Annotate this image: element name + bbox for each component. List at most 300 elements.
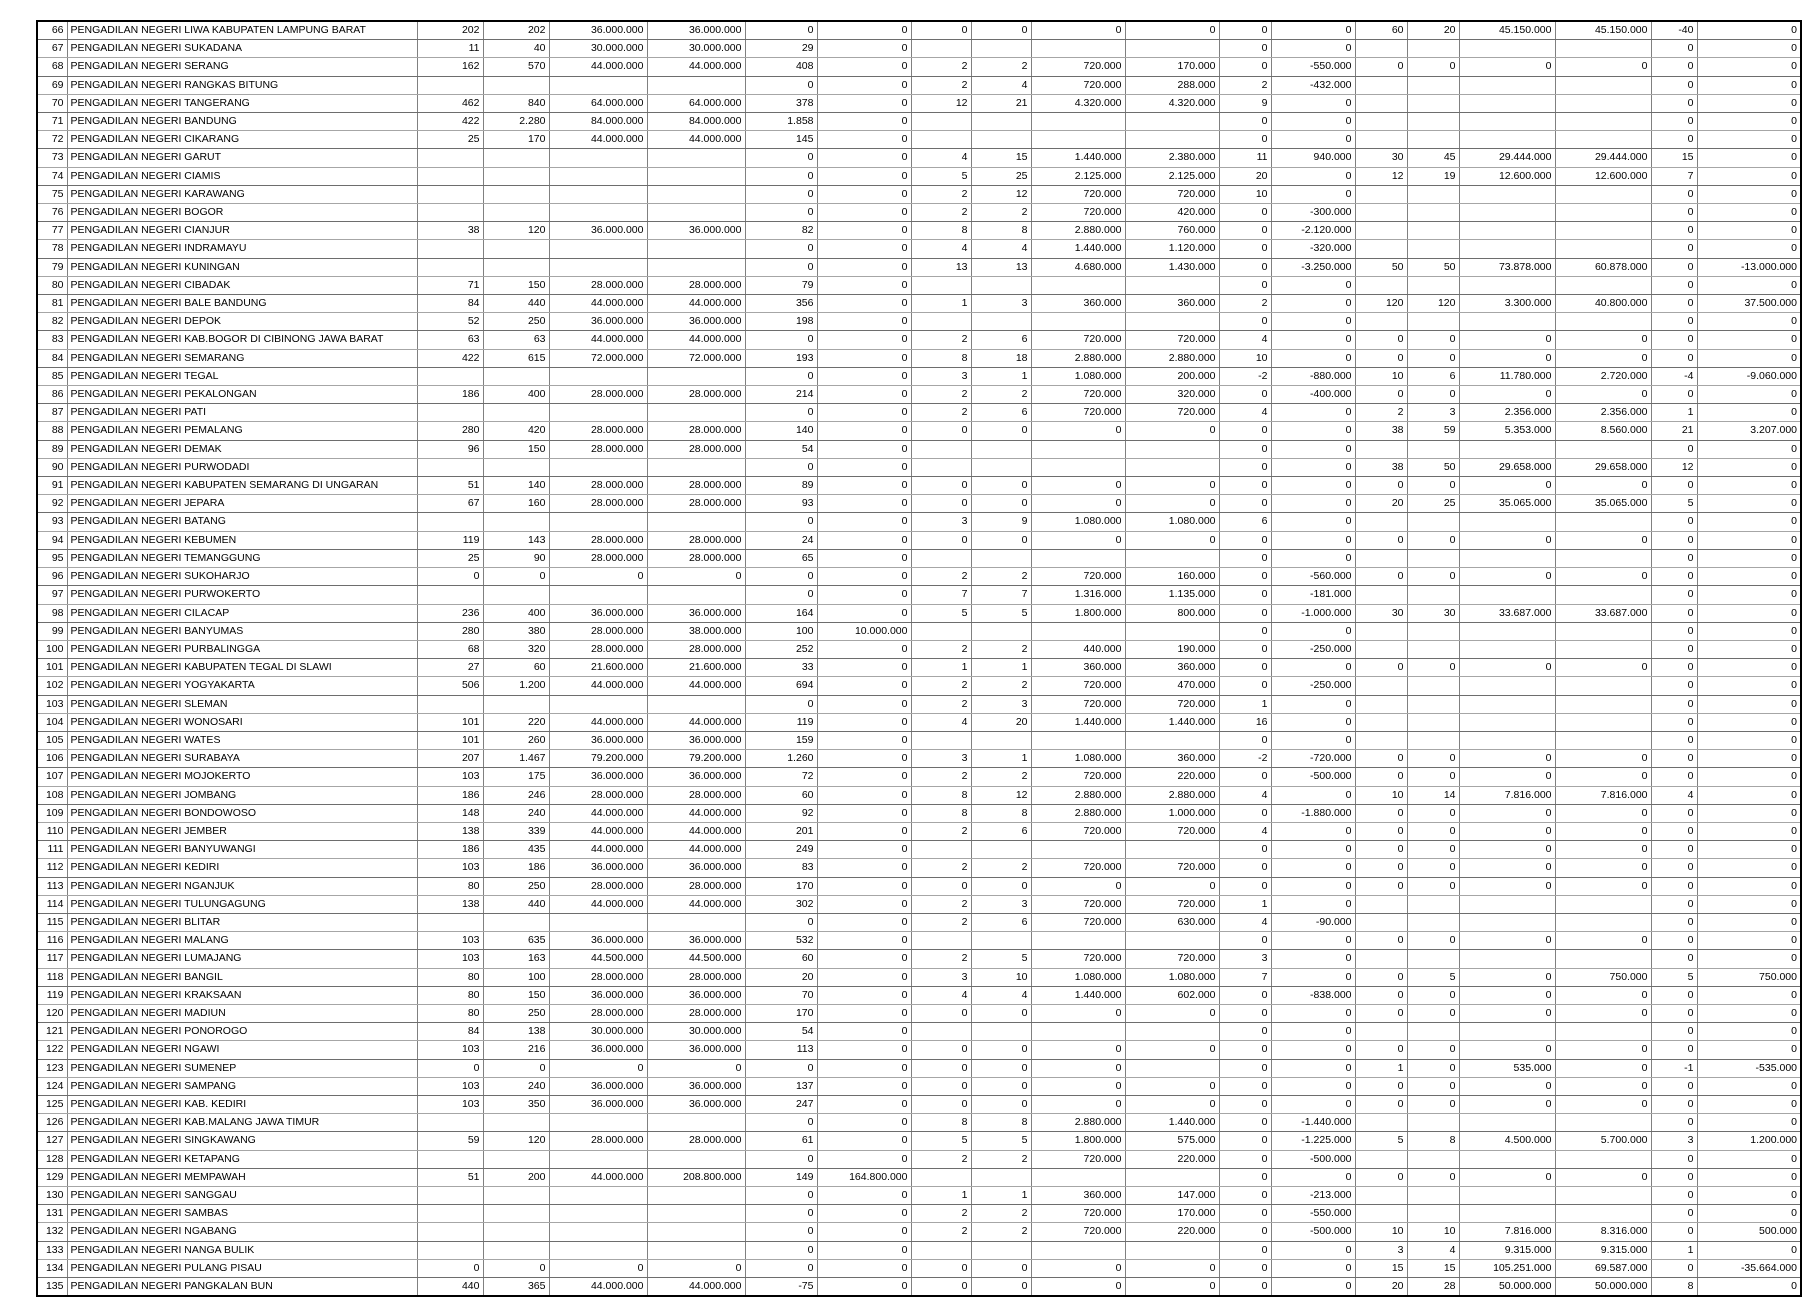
value-cell[interactable]: 0: [911, 21, 971, 40]
table-row[interactable]: [37, 204, 1801, 222]
table-row[interactable]: [37, 58, 1801, 76]
value-cell[interactable]: 216: [483, 1041, 549, 1059]
value-cell[interactable]: 38: [417, 222, 483, 240]
value-cell[interactable]: 0: [1697, 1023, 1801, 1041]
value-cell[interactable]: 720.000: [1031, 677, 1125, 695]
court-name-cell[interactable]: PENGADILAN NEGERI JEPARA: [67, 495, 417, 513]
value-cell[interactable]: 170.000: [1125, 1205, 1219, 1223]
court-name-cell[interactable]: PENGADILAN NEGERI KRAKSAAN: [67, 986, 417, 1004]
value-cell[interactable]: 0: [1555, 1168, 1651, 1186]
value-cell[interactable]: 30: [1355, 604, 1407, 622]
value-cell[interactable]: 0: [1219, 531, 1271, 549]
value-cell[interactable]: 0: [1219, 1132, 1271, 1150]
value-cell[interactable]: [1459, 1114, 1555, 1132]
value-cell[interactable]: 0: [817, 695, 911, 713]
value-cell[interactable]: 200: [483, 1168, 549, 1186]
value-cell[interactable]: 2: [911, 822, 971, 840]
value-cell[interactable]: 44.000.000: [647, 331, 745, 349]
value-cell[interactable]: 143: [483, 531, 549, 549]
court-name-cell[interactable]: PENGADILAN NEGERI PANGKALAN BUN: [67, 1278, 417, 1297]
table-row[interactable]: [37, 568, 1801, 586]
value-cell[interactable]: 44.000.000: [549, 131, 647, 149]
row-number-cell[interactable]: 85: [37, 367, 67, 385]
court-name-cell[interactable]: PENGADILAN NEGERI KARAWANG: [67, 185, 417, 203]
value-cell[interactable]: 0: [1355, 659, 1407, 677]
value-cell[interactable]: 0: [817, 1077, 911, 1095]
value-cell[interactable]: 0: [1697, 604, 1801, 622]
value-cell[interactable]: 2: [911, 331, 971, 349]
value-cell[interactable]: [483, 586, 549, 604]
value-cell[interactable]: 2: [911, 677, 971, 695]
value-cell[interactable]: 201: [745, 822, 817, 840]
value-cell[interactable]: 2: [971, 768, 1031, 786]
value-cell[interactable]: [417, 1114, 483, 1132]
row-number-cell[interactable]: 99: [37, 622, 67, 640]
value-cell[interactable]: 0: [1459, 531, 1555, 549]
value-cell[interactable]: 21: [1651, 422, 1697, 440]
value-cell[interactable]: [1031, 1241, 1125, 1259]
value-cell[interactable]: 73.878.000: [1459, 258, 1555, 276]
value-cell[interactable]: -500.000: [1271, 1223, 1355, 1241]
value-cell[interactable]: -1.000.000: [1271, 604, 1355, 622]
value-cell[interactable]: 186: [417, 786, 483, 804]
value-cell[interactable]: 0: [1271, 40, 1355, 58]
value-cell[interactable]: 10: [1219, 185, 1271, 203]
value-cell[interactable]: 1.440.000: [1125, 713, 1219, 731]
value-cell[interactable]: [1407, 913, 1459, 931]
value-cell[interactable]: 720.000: [1031, 204, 1125, 222]
value-cell[interactable]: [647, 149, 745, 167]
value-cell[interactable]: [549, 1114, 647, 1132]
value-cell[interactable]: 0: [1271, 622, 1355, 640]
value-cell[interactable]: [417, 913, 483, 931]
value-cell[interactable]: 0: [417, 568, 483, 586]
value-cell[interactable]: 120: [483, 1132, 549, 1150]
value-cell[interactable]: [1459, 204, 1555, 222]
value-cell[interactable]: [1459, 40, 1555, 58]
value-cell[interactable]: 44.000.000: [647, 841, 745, 859]
value-cell[interactable]: 29: [745, 40, 817, 58]
value-cell[interactable]: 44.000.000: [647, 1278, 745, 1297]
value-cell[interactable]: 0: [1459, 386, 1555, 404]
table-row[interactable]: [37, 1132, 1801, 1150]
value-cell[interactable]: 602.000: [1125, 986, 1219, 1004]
value-cell[interactable]: [647, 167, 745, 185]
value-cell[interactable]: 252: [745, 640, 817, 658]
value-cell[interactable]: 0: [1651, 295, 1697, 313]
value-cell[interactable]: 13: [971, 258, 1031, 276]
value-cell[interactable]: [483, 367, 549, 385]
value-cell[interactable]: 5: [911, 167, 971, 185]
value-cell[interactable]: 28.000.000: [549, 1004, 647, 1022]
value-cell[interactable]: 0: [1651, 659, 1697, 677]
value-cell[interactable]: 2.125.000: [1125, 167, 1219, 185]
value-cell[interactable]: 2.380.000: [1125, 149, 1219, 167]
table-row[interactable]: [37, 841, 1801, 859]
value-cell[interactable]: 0: [549, 1059, 647, 1077]
value-cell[interactable]: 0: [1125, 1095, 1219, 1113]
value-cell[interactable]: 44.000.000: [647, 131, 745, 149]
value-cell[interactable]: [971, 1023, 1031, 1041]
value-cell[interactable]: 10.000.000: [817, 622, 911, 640]
value-cell[interactable]: 44.000.000: [549, 804, 647, 822]
value-cell[interactable]: 15: [1355, 1259, 1407, 1277]
court-name-cell[interactable]: PENGADILAN NEGERI LIWA KABUPATEN LAMPUNG BARAT: [67, 21, 417, 40]
value-cell[interactable]: 36.000.000: [647, 986, 745, 1004]
value-cell[interactable]: [1407, 677, 1459, 695]
value-cell[interactable]: 1.080.000: [1125, 513, 1219, 531]
value-cell[interactable]: 33: [745, 659, 817, 677]
value-cell[interactable]: 4.320.000: [1031, 94, 1125, 112]
value-cell[interactable]: 0: [1219, 222, 1271, 240]
value-cell[interactable]: 36.000.000: [549, 986, 647, 1004]
row-number-cell[interactable]: 96: [37, 568, 67, 586]
court-name-cell[interactable]: PENGADILAN NEGERI PATI: [67, 404, 417, 422]
value-cell[interactable]: 0: [745, 513, 817, 531]
court-name-cell[interactable]: PENGADILAN NEGERI KABUPATEN SEMARANG DI UNGARAN: [67, 477, 417, 495]
table-row[interactable]: [37, 131, 1801, 149]
court-name-cell[interactable]: PENGADILAN NEGERI BALE BANDUNG: [67, 295, 417, 313]
value-cell[interactable]: 0: [1219, 477, 1271, 495]
value-cell[interactable]: [1031, 458, 1125, 476]
value-cell[interactable]: 220.000: [1125, 1223, 1219, 1241]
value-cell[interactable]: 0: [971, 1278, 1031, 1297]
value-cell[interactable]: -550.000: [1271, 1205, 1355, 1223]
value-cell[interactable]: [1125, 731, 1219, 749]
value-cell[interactable]: 0: [1407, 1168, 1459, 1186]
court-name-cell[interactable]: PENGADILAN NEGERI BONDOWOSO: [67, 804, 417, 822]
row-number-cell[interactable]: 94: [37, 531, 67, 549]
value-cell[interactable]: [1407, 895, 1459, 913]
value-cell[interactable]: [1125, 841, 1219, 859]
row-number-cell[interactable]: 101: [37, 659, 67, 677]
value-cell[interactable]: [1407, 1023, 1459, 1041]
value-cell[interactable]: 0: [1459, 349, 1555, 367]
table-row[interactable]: [37, 713, 1801, 731]
value-cell[interactable]: [1355, 1205, 1407, 1223]
value-cell[interactable]: 0: [817, 986, 911, 1004]
value-cell[interactable]: 0: [483, 1059, 549, 1077]
value-cell[interactable]: 0: [1271, 21, 1355, 40]
value-cell[interactable]: 0: [1031, 1278, 1125, 1297]
value-cell[interactable]: 0: [1697, 1077, 1801, 1095]
value-cell[interactable]: [1355, 622, 1407, 640]
value-cell[interactable]: 0: [971, 1095, 1031, 1113]
value-cell[interactable]: 0: [1271, 1278, 1355, 1297]
value-cell[interactable]: 103: [417, 1077, 483, 1095]
row-number-cell[interactable]: 115: [37, 913, 67, 931]
value-cell[interactable]: [1407, 640, 1459, 658]
value-cell[interactable]: 4: [1219, 913, 1271, 931]
value-cell[interactable]: 0: [1555, 768, 1651, 786]
value-cell[interactable]: 28.000.000: [647, 386, 745, 404]
value-cell[interactable]: [1459, 1150, 1555, 1168]
value-cell[interactable]: 0: [1651, 1150, 1697, 1168]
value-cell[interactable]: -1: [1651, 1059, 1697, 1077]
value-cell[interactable]: 720.000: [1125, 895, 1219, 913]
value-cell[interactable]: 103: [417, 950, 483, 968]
value-cell[interactable]: [483, 1223, 549, 1241]
value-cell[interactable]: 44.500.000: [549, 950, 647, 968]
value-cell[interactable]: 0: [745, 1187, 817, 1205]
value-cell[interactable]: 0: [817, 804, 911, 822]
court-name-cell[interactable]: PENGADILAN NEGERI PEKALONGAN: [67, 386, 417, 404]
value-cell[interactable]: 0: [1697, 750, 1801, 768]
value-cell[interactable]: 1.200.000: [1697, 1132, 1801, 1150]
value-cell[interactable]: 0: [1271, 695, 1355, 713]
value-cell[interactable]: 36.000.000: [549, 1077, 647, 1095]
value-cell[interactable]: 0: [817, 1205, 911, 1223]
value-cell[interactable]: 0: [817, 968, 911, 986]
value-cell[interactable]: 28.000.000: [549, 622, 647, 640]
value-cell[interactable]: 694: [745, 677, 817, 695]
value-cell[interactable]: 120: [1407, 295, 1459, 313]
value-cell[interactable]: 0: [1697, 458, 1801, 476]
value-cell[interactable]: [1555, 94, 1651, 112]
value-cell[interactable]: -1.440.000: [1271, 1114, 1355, 1132]
value-cell[interactable]: [1459, 677, 1555, 695]
value-cell[interactable]: 0: [1651, 1205, 1697, 1223]
value-cell[interactable]: [1555, 731, 1651, 749]
court-name-cell[interactable]: PENGADILAN NEGERI SINGKAWANG: [67, 1132, 417, 1150]
value-cell[interactable]: 0: [1271, 295, 1355, 313]
value-cell[interactable]: 8.560.000: [1555, 422, 1651, 440]
value-cell[interactable]: 0: [1407, 804, 1459, 822]
value-cell[interactable]: 360.000: [1125, 659, 1219, 677]
value-cell[interactable]: 0: [1271, 659, 1355, 677]
value-cell[interactable]: [647, 240, 745, 258]
value-cell[interactable]: 65: [745, 549, 817, 567]
value-cell[interactable]: 0: [1355, 349, 1407, 367]
row-number-cell[interactable]: 100: [37, 640, 67, 658]
value-cell[interactable]: [1407, 185, 1459, 203]
value-cell[interactable]: 800.000: [1125, 604, 1219, 622]
value-cell[interactable]: [1355, 1150, 1407, 1168]
value-cell[interactable]: 20: [1407, 21, 1459, 40]
value-cell[interactable]: 0: [1697, 1150, 1801, 1168]
value-cell[interactable]: 0: [1271, 313, 1355, 331]
value-cell[interactable]: [1555, 313, 1651, 331]
value-cell[interactable]: 720.000: [1031, 386, 1125, 404]
value-cell[interactable]: 9.315.000: [1459, 1241, 1555, 1259]
value-cell[interactable]: 0: [1271, 495, 1355, 513]
table-row[interactable]: [37, 531, 1801, 549]
value-cell[interactable]: [1555, 622, 1651, 640]
value-cell[interactable]: [1407, 440, 1459, 458]
value-cell[interactable]: 440: [483, 895, 549, 913]
value-cell[interactable]: 2.720.000: [1555, 367, 1651, 385]
table-row[interactable]: [37, 695, 1801, 713]
value-cell[interactable]: 35.065.000: [1555, 495, 1651, 513]
value-cell[interactable]: 0: [1271, 895, 1355, 913]
value-cell[interactable]: 0: [1651, 94, 1697, 112]
value-cell[interactable]: 0: [1271, 477, 1355, 495]
value-cell[interactable]: [1555, 913, 1651, 931]
value-cell[interactable]: 940.000: [1271, 149, 1355, 167]
value-cell[interactable]: [417, 204, 483, 222]
value-cell[interactable]: 0: [1697, 986, 1801, 1004]
value-cell[interactable]: 0: [1697, 1041, 1801, 1059]
value-cell[interactable]: 28.000.000: [647, 531, 745, 549]
value-cell[interactable]: 7.816.000: [1459, 1223, 1555, 1241]
value-cell[interactable]: [417, 695, 483, 713]
value-cell[interactable]: 0: [1125, 21, 1219, 40]
value-cell[interactable]: 0: [1219, 1095, 1271, 1113]
value-cell[interactable]: 2.880.000: [1031, 804, 1125, 822]
value-cell[interactable]: 30.000.000: [647, 40, 745, 58]
value-cell[interactable]: 0: [745, 258, 817, 276]
value-cell[interactable]: [1355, 586, 1407, 604]
value-cell[interactable]: 0: [1697, 94, 1801, 112]
value-cell[interactable]: 0: [1651, 276, 1697, 294]
value-cell[interactable]: 0: [1651, 677, 1697, 695]
value-cell[interactable]: 0: [1407, 877, 1459, 895]
value-cell[interactable]: 0: [745, 21, 817, 40]
value-cell[interactable]: 20: [971, 713, 1031, 731]
value-cell[interactable]: 0: [1407, 750, 1459, 768]
value-cell[interactable]: 28.000.000: [647, 968, 745, 986]
value-cell[interactable]: 0: [971, 477, 1031, 495]
value-cell[interactable]: 4: [1651, 786, 1697, 804]
table-row[interactable]: [37, 1278, 1801, 1297]
value-cell[interactable]: 1.135.000: [1125, 586, 1219, 604]
value-cell[interactable]: [1355, 185, 1407, 203]
value-cell[interactable]: 0: [745, 1205, 817, 1223]
value-cell[interactable]: 3: [1355, 1241, 1407, 1259]
value-cell[interactable]: -320.000: [1271, 240, 1355, 258]
value-cell[interactable]: 365: [483, 1278, 549, 1297]
value-cell[interactable]: 720.000: [1125, 822, 1219, 840]
value-cell[interactable]: 0: [817, 76, 911, 94]
value-cell[interactable]: [1125, 458, 1219, 476]
value-cell[interactable]: 0: [1697, 477, 1801, 495]
value-cell[interactable]: 28.000.000: [549, 440, 647, 458]
court-name-cell[interactable]: PENGADILAN NEGERI NGABANG: [67, 1223, 417, 1241]
value-cell[interactable]: 0: [1697, 804, 1801, 822]
value-cell[interactable]: 208.800.000: [647, 1168, 745, 1186]
value-cell[interactable]: 0: [1651, 240, 1697, 258]
value-cell[interactable]: 0: [1271, 950, 1355, 968]
value-cell[interactable]: -500.000: [1271, 1150, 1355, 1168]
value-cell[interactable]: 0: [1459, 659, 1555, 677]
row-number-cell[interactable]: 123: [37, 1059, 67, 1077]
value-cell[interactable]: 0: [745, 331, 817, 349]
value-cell[interactable]: 0: [1271, 1041, 1355, 1059]
value-cell[interactable]: 0: [1271, 531, 1355, 549]
row-number-cell[interactable]: 77: [37, 222, 67, 240]
value-cell[interactable]: 0: [1697, 21, 1801, 40]
value-cell[interactable]: 12.600.000: [1459, 167, 1555, 185]
row-number-cell[interactable]: 72: [37, 131, 67, 149]
value-cell[interactable]: 160: [483, 495, 549, 513]
value-cell[interactable]: 0: [1459, 331, 1555, 349]
value-cell[interactable]: 440: [417, 1278, 483, 1297]
value-cell[interactable]: [647, 695, 745, 713]
value-cell[interactable]: 0: [1459, 1095, 1555, 1113]
value-cell[interactable]: 360.000: [1031, 1187, 1125, 1205]
row-number-cell[interactable]: 92: [37, 495, 67, 513]
value-cell[interactable]: 0: [1219, 58, 1271, 76]
value-cell[interactable]: 280: [417, 622, 483, 640]
value-cell[interactable]: 2: [911, 695, 971, 713]
value-cell[interactable]: [1125, 1059, 1219, 1077]
value-cell[interactable]: 4: [911, 986, 971, 1004]
table-row[interactable]: [37, 404, 1801, 422]
table-row[interactable]: [37, 349, 1801, 367]
value-cell[interactable]: [1407, 131, 1459, 149]
value-cell[interactable]: 0: [1459, 1168, 1555, 1186]
value-cell[interactable]: 0: [1697, 440, 1801, 458]
value-cell[interactable]: 0: [1355, 932, 1407, 950]
value-cell[interactable]: [647, 1205, 745, 1223]
value-cell[interactable]: 720.000: [1031, 695, 1125, 713]
value-cell[interactable]: 38: [1355, 422, 1407, 440]
value-cell[interactable]: 36.000.000: [647, 932, 745, 950]
value-cell[interactable]: [417, 513, 483, 531]
value-cell[interactable]: 0: [1555, 841, 1651, 859]
value-cell[interactable]: 0: [1697, 913, 1801, 931]
value-cell[interactable]: 7: [971, 586, 1031, 604]
value-cell[interactable]: 0: [1651, 768, 1697, 786]
value-cell[interactable]: 2: [971, 677, 1031, 695]
table-row[interactable]: [37, 367, 1801, 385]
value-cell[interactable]: 0: [1031, 531, 1125, 549]
value-cell[interactable]: [417, 1150, 483, 1168]
value-cell[interactable]: [1125, 932, 1219, 950]
court-name-cell[interactable]: PENGADILAN NEGERI KEDIRI: [67, 859, 417, 877]
value-cell[interactable]: [417, 167, 483, 185]
value-cell[interactable]: 400: [483, 386, 549, 404]
value-cell[interactable]: 0: [1219, 422, 1271, 440]
value-cell[interactable]: 19: [1407, 167, 1459, 185]
table-row[interactable]: [37, 950, 1801, 968]
value-cell[interactable]: 44.000.000: [549, 677, 647, 695]
value-cell[interactable]: [1407, 204, 1459, 222]
value-cell[interactable]: 0: [1697, 1205, 1801, 1223]
value-cell[interactable]: 0: [1697, 1241, 1801, 1259]
value-cell[interactable]: [1125, 1241, 1219, 1259]
value-cell[interactable]: 0: [817, 768, 911, 786]
value-cell[interactable]: -300.000: [1271, 204, 1355, 222]
value-cell[interactable]: 532: [745, 932, 817, 950]
value-cell[interactable]: 8: [971, 222, 1031, 240]
value-cell[interactable]: 1.440.000: [1031, 240, 1125, 258]
value-cell[interactable]: 63: [417, 331, 483, 349]
value-cell[interactable]: 440: [483, 295, 549, 313]
value-cell[interactable]: [1355, 695, 1407, 713]
value-cell[interactable]: 0: [817, 1223, 911, 1241]
value-cell[interactable]: 0: [1651, 58, 1697, 76]
value-cell[interactable]: 720.000: [1031, 404, 1125, 422]
value-cell[interactable]: 470.000: [1125, 677, 1219, 695]
value-cell[interactable]: 190.000: [1125, 640, 1219, 658]
value-cell[interactable]: 0: [1219, 131, 1271, 149]
value-cell[interactable]: [911, 841, 971, 859]
value-cell[interactable]: [647, 1150, 745, 1168]
value-cell[interactable]: 60: [745, 950, 817, 968]
value-cell[interactable]: 103: [417, 932, 483, 950]
value-cell[interactable]: 29.658.000: [1459, 458, 1555, 476]
value-cell[interactable]: [1031, 549, 1125, 567]
value-cell[interactable]: 2: [911, 913, 971, 931]
value-cell[interactable]: [911, 40, 971, 58]
value-cell[interactable]: -13.000.000: [1697, 258, 1801, 276]
value-cell[interactable]: 0: [1697, 950, 1801, 968]
court-name-cell[interactable]: PENGADILAN NEGERI YOGYAKARTA: [67, 677, 417, 695]
value-cell[interactable]: 0: [1031, 21, 1125, 40]
value-cell[interactable]: 44.000.000: [647, 804, 745, 822]
value-cell[interactable]: 28.000.000: [647, 1132, 745, 1150]
